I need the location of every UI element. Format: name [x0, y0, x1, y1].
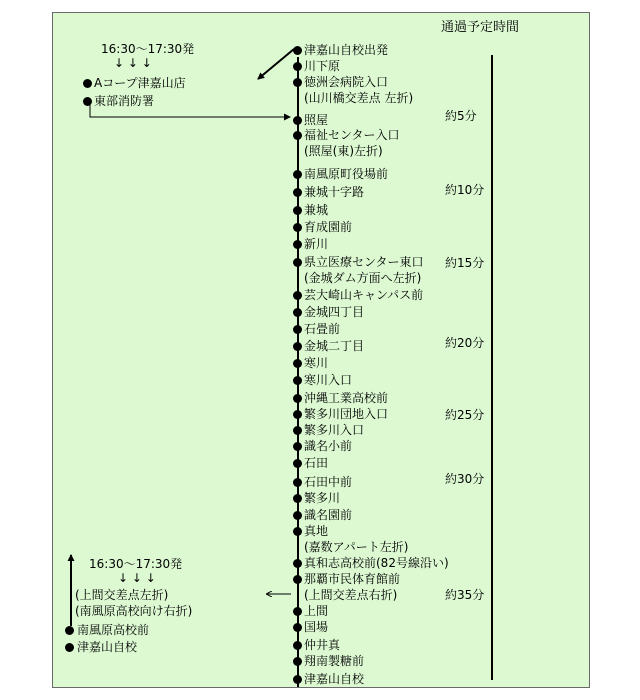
stop-name: 芸大崎山キャンパス前 — [304, 288, 424, 302]
stop-name: 福祉センター入口 — [304, 128, 400, 142]
stop-name: 兼城 — [304, 203, 329, 217]
time-label-35: 約35分 — [445, 588, 485, 602]
stop-name: 沖縄工業高校前 — [304, 391, 389, 405]
time-label-10: 約10分 — [445, 183, 485, 197]
stop-name: 仲井真 — [304, 638, 341, 652]
stop-name: 繁多川入口 — [304, 423, 365, 437]
left-bottom-arrows: ↓ ↓ ↓ — [118, 571, 156, 585]
left-bottom-note: (南風原高校向け右折) — [75, 604, 193, 618]
stop-name: 県立医療センター東口 — [304, 255, 424, 269]
stop-name: 上間 — [304, 604, 329, 618]
stop-name: 石畳前 — [304, 322, 341, 336]
time-label-15: 約15分 — [445, 256, 485, 270]
connector-arrows — [53, 13, 590, 688]
left-top-arrows: ↓ ↓ ↓ — [114, 56, 152, 70]
stop-name: 兼城十字路 — [304, 185, 365, 199]
left-bottom-note: (上間交差点左折) — [75, 588, 169, 602]
time-label-20: 約20分 — [445, 336, 485, 350]
left-bottom-stop: 南風原高校前 — [77, 623, 150, 637]
stop-name: 津嘉山自校出発 — [304, 43, 389, 57]
stop-note: (照屋(東)左折) — [304, 144, 383, 158]
time-label-30: 約30分 — [445, 472, 485, 486]
stop-name: 照屋 — [304, 113, 329, 127]
stop-name: 川下原 — [304, 59, 341, 73]
stop-note: (金城ダム方面へ左折) — [304, 271, 422, 285]
time-label-5: 約5分 — [445, 109, 477, 123]
left-top-stop: 東部消防署 — [94, 94, 155, 108]
left-top-time: 16:30～17:30発 — [101, 42, 195, 56]
stop-note: (上間交差点右折) — [304, 588, 398, 602]
left-bottom-stop: 津嘉山自校 — [77, 640, 138, 654]
stop-name: 識名園前 — [304, 508, 353, 522]
time-label-25: 約25分 — [445, 408, 485, 422]
stop-name: 翔南製糖前 — [304, 654, 365, 668]
arrow-to-teruya — [90, 102, 290, 117]
stop-name: 繁多川 — [304, 491, 341, 505]
stop-name: 金城四丁目 — [304, 305, 365, 319]
stop-name: 石田 — [304, 456, 329, 470]
stop-name: 真地 — [304, 524, 329, 538]
stop-name: 識名小前 — [304, 439, 353, 453]
route-diagram-panel — [52, 12, 590, 688]
stop-name: 徳洲会病院入口 — [304, 75, 389, 89]
stop-name: 石田中前 — [304, 475, 353, 489]
arrow-to-a-coop — [258, 49, 294, 79]
left-top-stop: Aコープ津嘉山店 — [94, 76, 186, 90]
stop-name: 国場 — [304, 620, 329, 634]
stop-name: 寒川 — [304, 356, 329, 370]
time-header: 通過予定時間 — [441, 20, 520, 35]
left-bottom-time: 16:30～17:30発 — [89, 557, 183, 571]
stop-name: 南風原町役場前 — [304, 167, 389, 181]
stop-name: 育成園前 — [304, 220, 353, 234]
stop-name: 那覇市民体育館前 — [304, 572, 401, 586]
stop-name: 寒川入口 — [304, 373, 353, 387]
stop-name: 新川 — [304, 237, 329, 251]
stop-name: 津嘉山自校 — [304, 672, 365, 686]
stop-note: (嘉数アパート左折) — [304, 540, 409, 554]
stop-name: 真和志高校前(82号線沿い) — [304, 556, 449, 570]
stop-name: 繁多川団地入口 — [304, 407, 389, 421]
stop-note: (山川橋交差点 左折) — [304, 91, 414, 105]
stop-name: 金城二丁目 — [304, 339, 365, 353]
